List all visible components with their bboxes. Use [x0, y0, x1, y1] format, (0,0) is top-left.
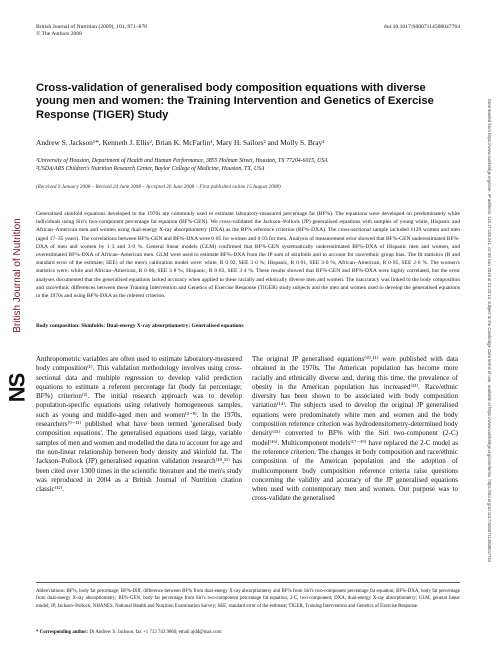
keywords-text: Body composition: Skinfolds: Dual-energy X-ray absorptiometry: Generalised equations: [36, 323, 244, 329]
affiliations: [36, 157, 446, 173]
corresponding-details: Dr Andrew S. Jackson, fax +1 713 743 9860, email ajdd@mac.com: [89, 630, 222, 635]
article-title: Cross-validation of generalised body composition equations with diverse young men and women: the Training Intervention and Genetics of Exercise Response (TIGER) Study: [36, 82, 434, 121]
author-list: Andrew S. Jackson¹*, Kenneth J. Ellis², Brian K. McFarlin¹, Mary H. Sailors² and Molly S. Bray²: [36, 138, 325, 147]
sidebar-journal-name: British Journal of Nutrition: [11, 217, 23, 333]
copyright-line: © The Authors 2008: [36, 31, 82, 37]
corresponding-label: * Corresponding author:: [36, 630, 89, 635]
body-column-left: [36, 355, 242, 494]
body-paragraph: The original JP generalised equations⁽¹⁰,¹¹⁾ were published with data obtained in the 1970s. The American population has become more racially and ethnically diverse and, during this time, the prevalence of obesity in the American population has increased⁽¹³⁾. Race/ethnic diversity has been shown to be associated with body composition variation⁽¹⁴⁾. The subjects used to develop the original JP generalised equations were predominately white men and women and the body composition reference criterion was hydrodensitometry-determined body density⁽¹⁵⁾ converted to BF% with the Siri two-component (2-C) model⁽¹⁶⁾. Multicomponent models⁽¹⁷⁻¹⁹⁾ have replaced the 2-C model as the reference criterion. The changes in body composition and race/ethnic composition of the American population and the adoption of multicomponent body composition reference criteria raise questions concerning the validity and accuracy of the JP generalised equations when used with contemporary men and women. Our purpose was to cross-validate the generalised: [252, 355, 458, 503]
body-paragraph: Anthropometric variables are often used to estimate laboratory-measured body composition⁽¹⁾. This validation methodology involves using cross-sectional data and multiple regression to develop valid prediction equations to estimate a referent percentage fat (body fat percentage; BF%) criterion⁽²⁾. The initial research approach was to develop population-specific equations using relatively homogeneous samples, such as young and middle-aged men and women⁽³⁻⁸⁾. In the 1970s, researchers⁽⁹⁻¹¹⁾ published what have been termed 'generalised body composition equations'. The generalised equations used large, variable samples of men and women and modelled the data to account for age and the non-linear relationship between body density and skinfold fat. The Jackson–Pollock (JP) generalised equation validation research⁽¹⁰,¹¹⁾ has been cited over 1300 times in the scientific literature and the men's study was reproduced in 2004 as a British Journal of Nutrition citation classic⁽¹²⁾.: [36, 355, 242, 494]
keywords: [36, 323, 460, 329]
journal-citation: [36, 24, 147, 38]
body-column-right: [252, 355, 458, 504]
download-notice: Downloaded from https://www.cambridge.org/core. IP address: 119.17.169.241, on 06 Nov 2019 at 21:23:13, subject to the Cambridge Core terms of use, available at https://www.cambridge.org/core/terms. https://doi.org/10.1017/S0007114508047764: [487, 98, 493, 562]
journal-citation-line1: British Journal of Nutrition (2009), 101, 871–878: [36, 24, 147, 30]
footnote-divider: [36, 582, 460, 583]
affiliation-2: ²USDA/ARS Children's Nutrition Research Center, Baylor College of Medicine, Houston, TX, USA: [36, 166, 265, 172]
abbreviations-footnote: Abbreviations: BF%, body fat percentage; BF%-Diff, difference between BF% from dual-energy X-ray absorptiometry and BF% from Siri's two-component percentage fat equation; BF%-DXA, body fat percentage from dual-energy X-ray absorptiometry; BF%-GEN, body fat percentage from Siri's two-component percentage fat equation; 2-C, two-component; DXA, dual-energy X-ray absorptiometry; GLM, general linear model; JP, Jackson–Pollock; NHANES, National Health and Nutrition Examination Survey; SEE, standard error of the estimate; TIGER, Training Intervention and Genetics of Exercise Response.: [36, 589, 460, 609]
doi[interactable]: doi:10.1017/S0007114508047764: [383, 24, 460, 30]
affiliation-1: ¹University of Houston, Department of Health and Human Performance, 3855 Holman Street, Houston, TX 77204-6015, USA: [36, 158, 328, 164]
sidebar-logo: NS: [4, 373, 29, 403]
abstract: Generalised skinfold equations developed in the 1970s are commonly used to estimate laboratory-measured percentage fat (BF%). The equations were developed on predominately white individuals using Siri's two-component percentage fat equation (BF%-GEN). We cross-validated the Jackson–Pollock (JP) generalised equations with samples of young white, Hispanic and African–American men and women using dual-energy X-ray absorptiometry (DXA) as the BF% reference criterion (BF%-DXA). The cross-sectional sample included 1129 women and men (aged 17–35 years). The correlations between BF%-GEN and BF%-DXA were 0·85 for women and 0·93 for men. Analysis of measurement error showed that BF%-GEN underestimated BF%-DXA of men and women by 1·3 and 3·0 %. General linear models (GLM) confirmed that BF%-GEN systematically underestimated BF%-DXA of Hispanic men and women, and overestimated BF%-DXA of African–American men. GLM were used to estimate BF%-DXA from the JP sum of skinfolds and to account for race/ethnic group bias. The fit statistics (R and standard error of the estimate; SEE) of the men's calibration model were: white, R 0·92, SEE 3·0 %; Hispanic, R 0·91, SEE 3·0 %; African–American, R 0·95, SEE 2·6 %. The women's statistics were: white and African–American, R 0·86, SEE 3·8 %; Hispanic, R 0·83, SEE 3·4 %. These results showed that BF%-GEN and BF%-DXA were highly correlated, but the error analyses documented that the generalised equations lacked accuracy when applied to these racially and ethnically diverse men and women. The inaccuracy was linked to the body composition and race/ethnic differences between these Training Intervention and Genetics of Exercise Response (TIGER) study subjects and the men and women used to develop the generalised equations in the 1970s and using BF%-DXA as the referent criterion.: [36, 211, 460, 300]
publication-dates: (Received 9 January 2008 – Revised 24 June 2008 – Accepted 26 June 2008 – First published online 15 August 2008): [36, 184, 281, 190]
corresponding-author: [36, 630, 460, 635]
